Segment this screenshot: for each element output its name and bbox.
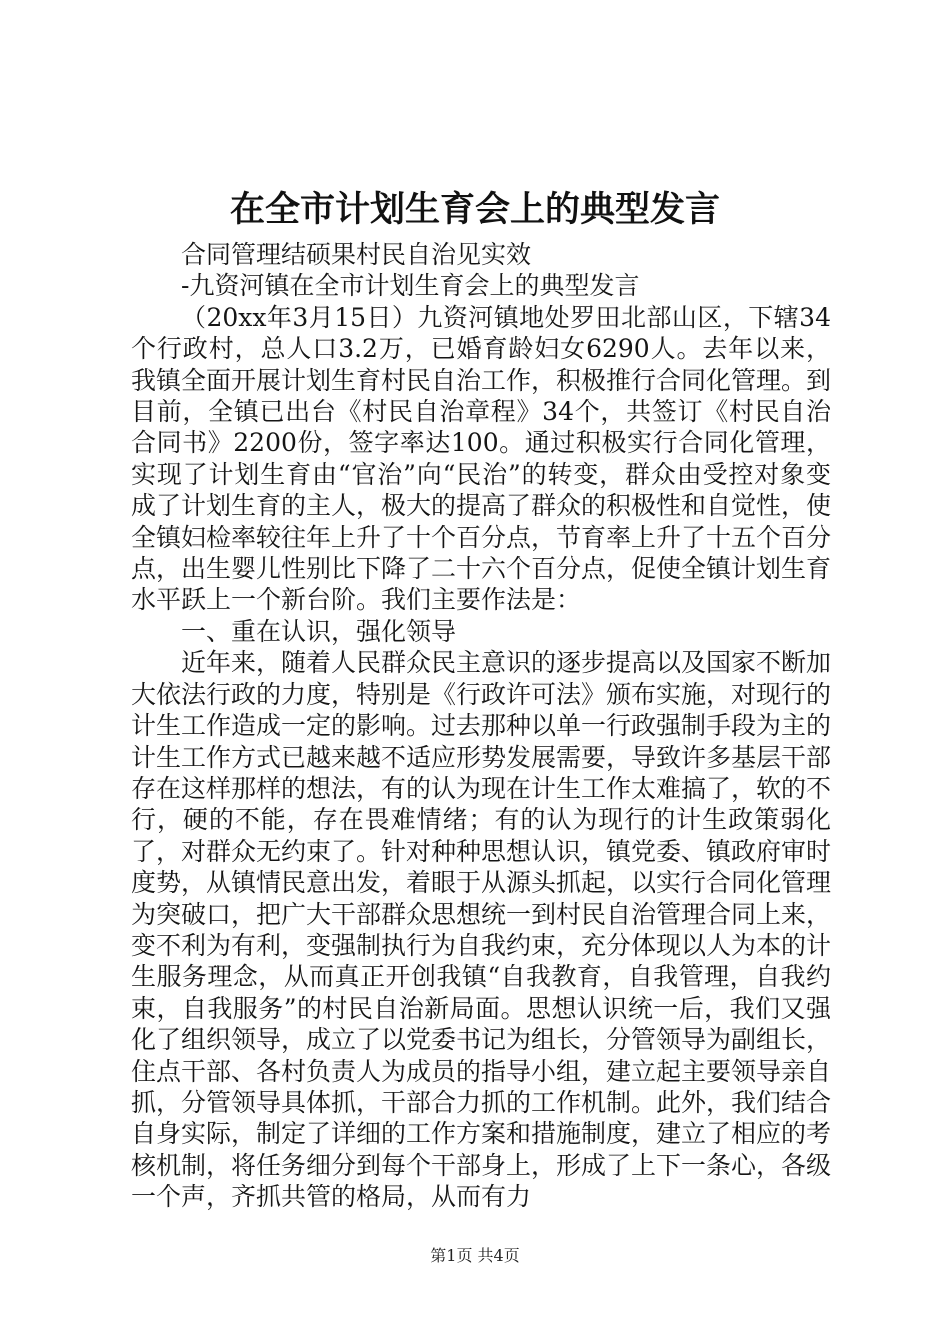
document-body [131,239,831,1213]
paragraph-section-1: 近年来，随着人民群众民主意识的逐步提高以及国家不断加大依法行政的力度，特别是《行政许可法》颁布实施，对现行的计生工作造成一定的影响。过去那种以单一行政强制手段为主的计生工作方式已越来越不适应形势发展需要，导致许多基层干部存在这样那样的想法，有的认为现在计生工作太难搞了，软的不行，硬的不能，存在畏难情绪；有的认为现行的计生政策弱化了，对群众无约束了。针对种种思想认识，镇党委、镇政府审时度势，从镇情民意出发，着眼于从源头抓起，以实行合同化管理为突破口，把广大干部群众思想统一到村民自治管理合同上来，变不利为有利，变强制执行为自我约束，充分体现以人为本的计生服务理念，从而真正开创我镇“自我教育，自我管理，自我约束，自我服务”的村民自治新局面。思想认识统一后，我们又强化了组织领导，成立了以党委书记为组长，分管领导为副组长，住点干部、各村负责人为成员的指导小组，建立起主要领导亲自抓，分管领导具体抓，干部合力抓的工作机制。此外，我们结合自身实际，制定了详细的工作方案和措施制度，建立了相应的考核机制，将任务细分到每个干部身上，形成了上下一条心，各级一个声，齐抓共管的格局，从而有力 [131,648,832,1212]
page-footer: 第1页 共4页 [430,1246,520,1265]
document-title: 在全市计划生育会上的典型发言 [229,189,720,230]
section-heading-1: 一、重在认识，强化领导 [181,616,457,646]
subtitle-line-1: 合同管理结硕果村民自治见实效 [181,240,532,269]
subtitle-line-2: -九资河镇在全市计划生育会上的典型发言 [181,271,640,301]
paragraph-intro: （20xx年3月15日）九资河镇地处罗田北部山区，下辖34个行政村，总人口3.2万，已婚育龄妇女6290人。去年以来，我镇全面开展计划生育村民自治工作，积极推行合同化管理。到目前，全镇已出台《村民自治章程》34个，共签订《村民自治合同书》2200份，签字率达100。通过积极实行合同化管理，实现了计划生育由“官治”向“民治”的转变，群众由受控对象变成了计划生育的主人，极大的提高了群众的积极性和自觉性，使全镇妇检率较往年上升了十个百分点，节育率上升了十五个百分点，出生婴儿性别比下降了二十六个百分点，促使全镇计划生育水平跃上一个新台阶。我们主要作法是： [131,302,832,615]
